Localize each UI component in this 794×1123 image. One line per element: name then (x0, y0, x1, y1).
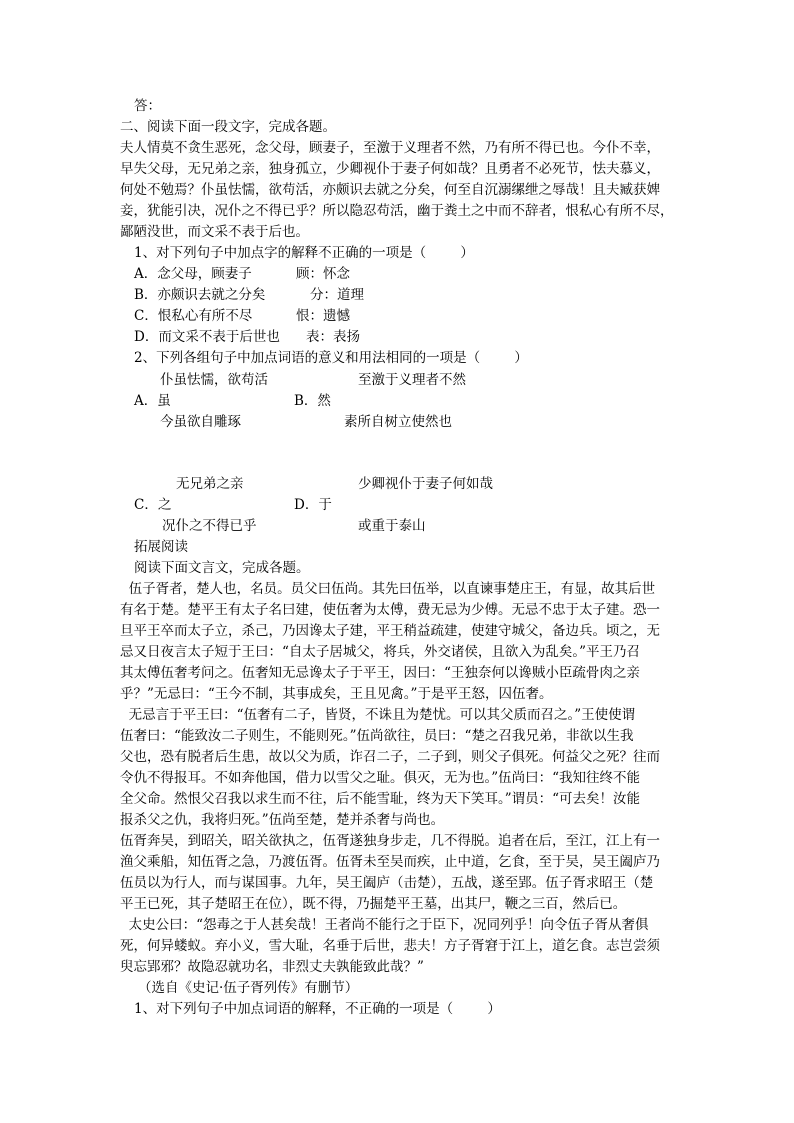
option-b-note: 分：道理 (310, 287, 364, 303)
passage-line: 忌又日夜言太子短于王曰：“自太子居城父，将兵，外交诸侯，且欲入为乱矣。”平王乃召 (120, 644, 641, 660)
option-a: A．虽 (134, 393, 171, 409)
passage-line: 报杀父之仇，我将归死。”伍尚至楚，楚并杀奢与尚也。 (120, 812, 445, 828)
passage-line: 夫人情莫不贪生恶死，念父母，顾妻子，至激于义理者不然，乃有所不得已也。今仆不幸， (120, 140, 660, 156)
option-b-sentence-2: 素所自树立使然也 (344, 414, 452, 430)
option-d-sentence-2: 或重于泰山 (358, 518, 426, 534)
passage-line: 旦平王卒而太子立，杀己，乃因谗太子建，平王稍益疏建，使建守城父，备边兵。顷之，无 (120, 623, 660, 639)
option-c: C．恨私心有所不尽 (134, 308, 253, 324)
option-c: C．之 (134, 497, 172, 513)
passage-line: 太史公曰：“怨毒之于人甚矣哉！王者尚不能行之于臣下，况同列乎！向令伍子胥从奢俱 (120, 917, 649, 933)
passage-line: 伍员以为行人，而与谋国事。九年，吴王阖庐（击楚），五战，遂至郢。伍子胥求昭王（楚 (120, 875, 654, 891)
option-d-sentence-1: 少卿视仆于妻子何如哉 (358, 476, 493, 492)
option-c-sentence-2: 况仆之不得已乎 (162, 518, 257, 534)
passage-line: 乎？”无忌曰：“王今不制，其事成矣，王且见禽。”于是平王怒，囚伍奢。 (120, 686, 553, 702)
passage-line: 妾，犹能引决，况仆之不得已乎？所以隐忍苟活，幽于粪土之中而不辞者，恨私心有所不尽， (120, 203, 674, 219)
option-a-sentence-2: 今虽欲自雕琢 (160, 414, 241, 430)
passage-line: 伍胥奔吴，到昭关，昭关欲执之，伍胥遂独身步走，几不得脱。追者在后，至江，江上有一 (120, 833, 660, 849)
question-stem: 1、对下列句子中加点词语的解释，不正确的一项是（ ） (134, 1001, 501, 1017)
option-d: D．而文采不表于后世也 (134, 329, 280, 345)
section-heading: 二、阅读下面一段文字，完成各题。 (120, 119, 336, 135)
passage-line: 早失父母，无兄弟之亲，独身孤立，少卿视仆于妻子何如哉？且勇者不必死节，怯夫慕义， (120, 161, 660, 177)
option-b: B．然 (294, 393, 331, 409)
passage-line: 何处不勉焉？仆虽怯懦，欲苟活，亦颇识去就之分矣，何至自沉溺缧绁之辱哉！且夫臧获婢 (120, 182, 660, 198)
passage-line: 其太傅伍奢考问之。伍奢知无忌谗太子于平王，因曰：“王独奈何以谗贼小臣疏骨肉之亲 (120, 665, 640, 681)
passage-line: 伍奢曰：“能致汝二子则生，不能则死。”伍尚欲往，员曰：“楚之召我兄弟，非欲以生我 (120, 728, 634, 744)
passage-line: 伍子胥者，楚人也，名员。员父曰伍尚。其先曰伍举，以直谏事楚庄王，有显，故其后世 (120, 581, 656, 597)
question-stem: 1、对下列句子中加点字的解释不正确的一项是（ ） (134, 245, 474, 261)
passage-line: 令仇不得报耳。不如奔他国，借力以雪父之耻。俱灭，无为也。”伍尚曰：“我知往终不能 (120, 770, 641, 786)
option-a: A．念父母，顾妻子 (134, 266, 252, 282)
option-d-note: 表：表扬 (306, 329, 360, 345)
option-a-note: 顾：怀念 (296, 266, 350, 282)
option-a-sentence-1: 仆虽怯懦，欲苟活 (160, 372, 268, 388)
passage-line: 死，何异蝼蚁。弃小义，雪大耻，名垂于后世，悲夫！方子胥窘于江上，道乞食。志岂尝须 (120, 938, 660, 954)
passage-line: 父也，恐有脱者后生患，故以父为质，诈召二子，二子到，则父子俱死。何益父之死？往而 (120, 749, 660, 765)
option-c-sentence-1: 无兄弟之亲 (176, 476, 244, 492)
passage-line: 渔父乘船，知伍胥之急，乃渡伍胥。伍胥未至吴而疾，止中道，乞食，至于吴，吴王阖庐乃 (120, 854, 660, 870)
passage-line: 平王已死，其子楚昭王在位），既不得，乃掘楚平王墓，出其尸，鞭之三百，然后已。 (120, 896, 627, 912)
passage-line: 全父命。然恨父召我以求生而不往，后不能雪耻，终为天下笑耳。”谓员：“可去矣！汝能 (120, 791, 641, 807)
passage-line: 鄙陋没世，而文采不表于后也。 (120, 224, 309, 240)
answer-label: 答： (134, 98, 161, 114)
extension-instruction: 阅读下面文言文，完成各题。 (134, 560, 310, 576)
question-stem: 2、下列各组句子中加点词语的意义和用法相同的一项是（ ） (134, 350, 528, 366)
passage-line: 无忌言于平王曰：“伍奢有二子，皆贤，不诛且为楚忧。可以其父质而召之。”王使使谓 (120, 707, 636, 723)
source-note: （选自《史记·伍子胥列传》有删节） (138, 980, 359, 996)
option-b-sentence-1: 至激于义理者不然 (358, 372, 466, 388)
passage-line: 臾忘郢邪？故隐忍就功名，非烈丈夫孰能致此哉？” (120, 959, 424, 975)
passage-line: 有名于楚。楚平王有太子名曰建，使伍奢为太傅，费无忌为少傅。无忌不忠于太子建。恐一 (120, 602, 660, 618)
option-d: D．于 (294, 497, 332, 513)
option-b: B．亦颇识去就之分矣 (134, 287, 266, 303)
extension-heading: 拓展阅读 (134, 539, 188, 555)
option-c-note: 恨：遗憾 (296, 308, 350, 324)
